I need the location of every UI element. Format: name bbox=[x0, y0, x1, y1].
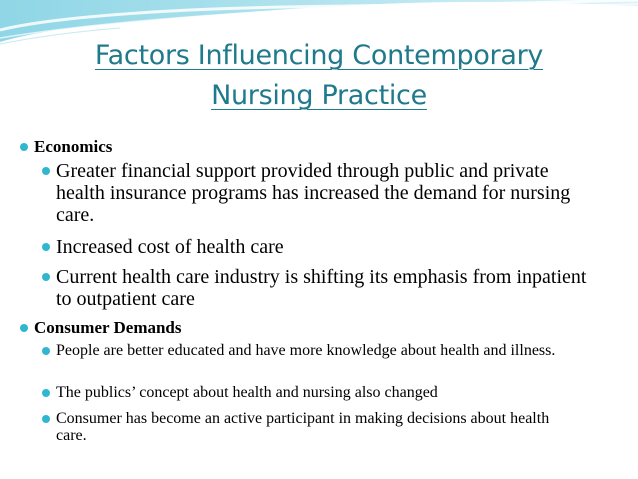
bullet-economics bbox=[20, 137, 112, 157]
bullet-dot bbox=[42, 347, 50, 355]
bullet-dot bbox=[42, 167, 50, 175]
bullet-text: Greater financial support provided through public and private health insurance programs has increased the demand for nursing care. bbox=[56, 160, 571, 226]
bullet-dot bbox=[20, 324, 28, 332]
bullet-point bbox=[42, 342, 576, 359]
bullet-text: Current health care industry is shifting its emphasis from inpatient to outpatient care bbox=[56, 266, 587, 310]
bullet-point bbox=[42, 384, 576, 401]
bullet-point bbox=[42, 266, 591, 310]
bullet-dot bbox=[42, 389, 50, 397]
bullet-consumer-demands bbox=[20, 318, 182, 338]
bullet-text: Consumer has become an active participant in making decisions about health care. bbox=[56, 410, 550, 444]
bullet-point bbox=[42, 236, 591, 258]
section-heading: Consumer Demands bbox=[34, 318, 182, 337]
bullet-dot bbox=[42, 243, 50, 251]
title-line-1: Factors Influencing Contemporary bbox=[94, 40, 544, 71]
bullet-point bbox=[42, 160, 591, 226]
bullet-point bbox=[42, 410, 576, 444]
bullet-text: People are better educated and have more knowledge about health and illness. bbox=[56, 342, 556, 359]
bullet-text: Increased cost of health care bbox=[56, 236, 284, 258]
bullet-text: The publics’ concept about health and nursing also changed bbox=[56, 384, 438, 401]
bullet-dot bbox=[20, 143, 28, 151]
bullet-dot bbox=[42, 273, 50, 281]
bullet-dot bbox=[42, 415, 50, 423]
section-heading: Economics bbox=[34, 137, 113, 156]
title-line-2: Nursing Practice bbox=[211, 80, 427, 111]
